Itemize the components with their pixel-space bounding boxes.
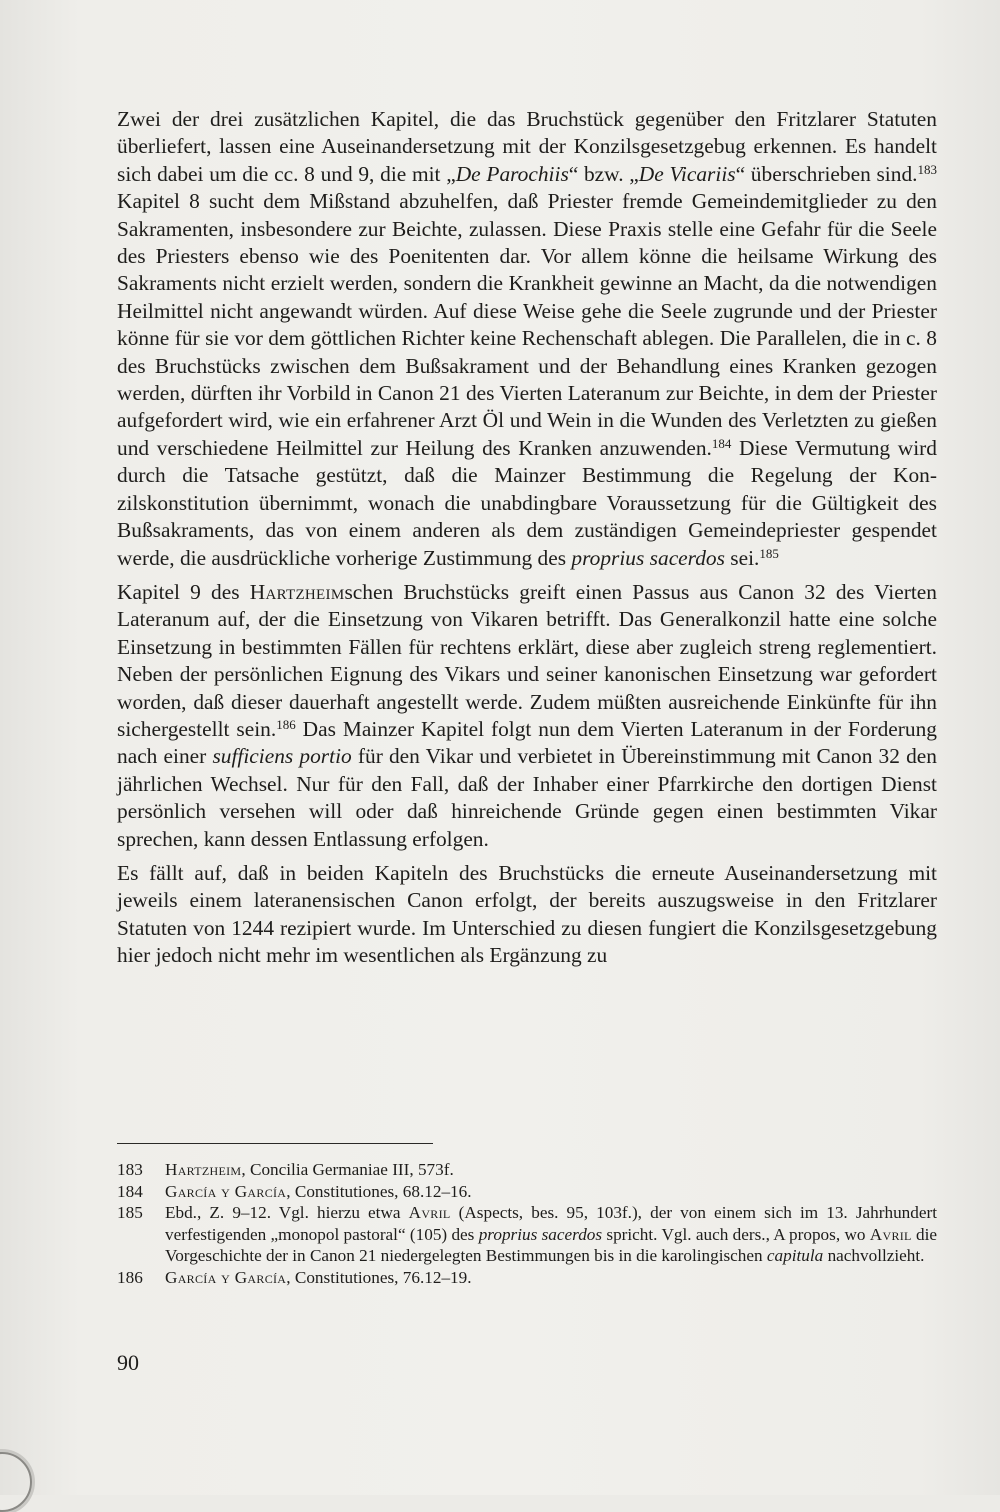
text-segment: Zwei der drei zusätzlichen Kapitel, die das Bruchstück gegenüber den Fritzlarer Statuten überliefert, lassen eine Auseinandersetzung mit der Konzilsgesetzgebug erkennen. Es handelt sich dabei um die cc. 8 und 9, die mit „ [117, 107, 937, 186]
author-name: Hartzheim [249, 579, 345, 604]
text-segment: Kapitel 8 sucht dem Mißstand abzuhelfen, daß Priester fremde Gemeindemitglieder zu den Sakramenten, insbesondere zur Beichte, zulassen. Diese Praxis stelle eine Gefahr für die Seele des Priesters ebenso wie des Poenitenten dar. Vor allem könne die heilsame Wirkung des Sakraments nicht erzielt werden, sondern die Krankheit gewinne an Macht, da die notwendigen Heilmittel nicht angewandt würden. Auf diese Weise gehe die Seele zugrunde und der Priester könne für sie vor dem göttlichen Richter keine Rechenschaft ablegen. Die Parallelen, die in c. 8 des Bruchstücks zwischen dem Bußsakrament und der Behandlung eines Kranken gezogen werden, dürften ihr Vorbild in Canon 21 des Vierten Lateranum zur Beichte, in dem der Priester aufgefordert wird, wie ein erfahrener Arzt Öl und Wein in die Wunden des Verletzten zu gießen und verschiedene Heilmittel zur Heilung des Kranken anzuwenden. [117, 189, 937, 460]
footnote-number: 185 [117, 1203, 143, 1223]
text-segment: (Aspects, bes. 95, 103f.), der von einem sich im 13. Jahrhundert verfestigenden „monopol pastoral“ (105) des [165, 1203, 937, 1244]
text-segment: “ bzw. „ [568, 161, 639, 186]
footnote-reference: 185 [759, 545, 779, 561]
scan-corner-mark [0, 1452, 32, 1512]
footnote-text [165, 1159, 937, 1181]
footnote-reference: 183 [917, 161, 937, 177]
text-segment: Diese Vermutung wird durch die Tatsache gestützt, daß die Mainzer Bestimmung die Regelung der Konzilskonstitution übernimmt, wonach die unabdingbare Voraussetzung für die Gültigkeit des Bußsakraments, das von einem anderen als dem zuständigen Gemeindepriester gespendet werde, die ausdrückliche vorherige Zustimmung des [117, 435, 938, 570]
text-segment: schen Bruchstücks greift einen Passus aus Canon 32 des Vierten Lateranum auf, der die Einsetzung von Vikaren betrifft. Das Generalkonzil hatte eine solche Einsetzung in bestimmten Fällen für rechtens erklärt, diese aber zugleich streng reglementiert. Neben der persönlichen Eignung des Vikars und seiner kanonischen Einsetzung war gefordert worden, daß dieser dauerhaft angestellt werde. Zudem müßten ausreichende Einkünfte für ihn sichergestellt sein. [117, 579, 937, 741]
text-segment: , Constitutiones, 68.12–16. [286, 1181, 472, 1201]
text-segment: die Vorgeschichte der in Canon 21 niedergelegten Bestimmungen bis in die karolingischen [165, 1224, 938, 1266]
footnote-number: 183 [117, 1160, 143, 1179]
text-segment: , Concilia Germaniae III, 573f. [241, 1160, 454, 1179]
page-number: 90 [117, 1350, 139, 1375]
footnote-reference: 186 [276, 716, 296, 732]
italic-text: proprius sacerdos [571, 545, 725, 570]
text-segment: nachvollzieht. [823, 1246, 925, 1266]
paragraph [117, 106, 937, 572]
footnote [117, 1181, 937, 1203]
author-name: García y García [165, 1267, 287, 1287]
author-name: Avril [408, 1203, 451, 1223]
author-name: Avril [869, 1224, 912, 1244]
text-segment: spricht. Vgl. auch ders., A propos, wo [602, 1224, 870, 1244]
text-segment: Ebd., Z. 9–12. Vgl. hierzu etwa [165, 1203, 409, 1223]
text-segment: , Constitutiones, 76.12–19. [286, 1267, 472, 1287]
footnote [117, 1202, 937, 1267]
footnote-text [165, 1181, 937, 1203]
footnote-text [165, 1267, 937, 1289]
footnotes [117, 1159, 937, 1289]
footnote-separator [117, 1143, 433, 1144]
author-name: García y García [165, 1181, 287, 1201]
text-segment: Das Mainzer Kapitel folgt nun dem Vierten Lateranum in der Forderung nach einer [117, 716, 937, 769]
footnote-reference: 184 [711, 435, 732, 451]
text-segment: für den Vikar und verbietet in Übereinstimmung mit Canon 32 den jährlichen Wechsel. Nur für den Fall, daß der Inhaber einer Pfarrkirche den dortigen Dienst persönlich versehen will oder daß hinreichende Gründe gegen einen bestimmten Vikar sprechen, kann dessen Entlassung erfolgen. [117, 744, 937, 851]
italic-text: capitula [766, 1246, 824, 1266]
text-segment: Kapitel 9 des [117, 579, 250, 604]
italic-text: sufficiens portio [212, 744, 352, 769]
paragraph [117, 579, 937, 853]
text-segment: Es fällt auf, daß in beiden Kapiteln des Bruchstücks die erneute Auseinandersetzung mit jeweils einem lateranensischen Canon erfolgt, der bereits auszugsweise in den Fritzlarer Statuten von 1244 rezipiert wurde. Im Unterschied zu diesen fungiert die Konzilsgesetzgebung hier jedoch nicht mehr im wesentlichen als Ergänzung zu [117, 860, 937, 968]
text-segment: sei. [724, 545, 760, 570]
footnote [117, 1159, 937, 1181]
italic-text: proprius sacerdos [478, 1224, 603, 1244]
italic-text: De Parochiis [455, 161, 569, 186]
italic-text: De Vicariis [638, 161, 736, 186]
main-text [117, 106, 937, 970]
author-name: Hartzheim [165, 1160, 242, 1179]
paragraph [117, 860, 937, 970]
footnote-number: 184 [117, 1181, 143, 1201]
footnote [117, 1267, 937, 1289]
footnote-text [165, 1202, 937, 1267]
text-segment: “ überschrieben sind. [735, 161, 918, 186]
footnote-number: 186 [117, 1267, 143, 1287]
